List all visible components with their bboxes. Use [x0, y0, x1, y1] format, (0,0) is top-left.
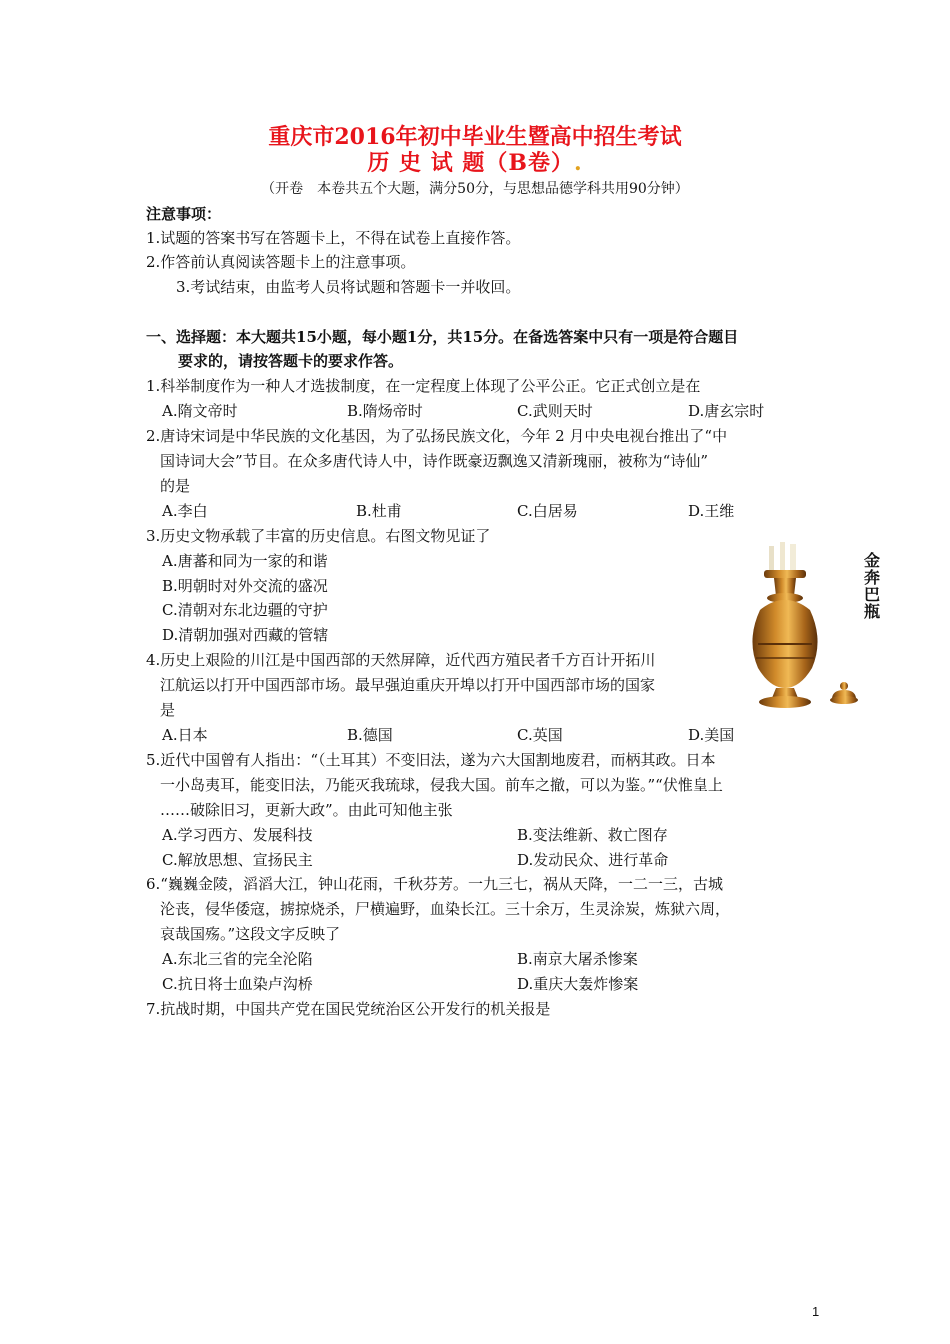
option-d: D.发动民众、进行革命	[517, 851, 669, 869]
exam-title: 重庆市2016年初中毕业生暨高中招生考试	[268, 124, 682, 150]
option-c: C.白居易	[517, 502, 578, 520]
option-c: C.解放思想、宣扬民主	[162, 851, 313, 869]
exam-subtitle	[0, 150, 950, 176]
option-b: B.明朝时对外交流的盛况	[162, 577, 328, 595]
option-b: B.变法维新、救亡图存	[517, 826, 668, 844]
option-d: D.王维	[688, 502, 735, 520]
option-d: D.重庆大轰炸惨案	[517, 975, 639, 993]
section-heading-cont: 要求的，请按答题卡的要求作答。	[178, 352, 404, 370]
question-6-line: 哀哉国殇。”这段文字反映了	[160, 925, 341, 943]
exam-info: （开卷 本卷共五个大题，满分50分，与思想品德学科共用90分钟）	[261, 181, 689, 197]
question-6-line: 沦丧，侵华倭寇，掳掠烧杀，尸横遍野，血染长江。三十余万，生灵涂炭，炼狱六周，	[160, 900, 731, 918]
question-2-line: 的是	[160, 477, 191, 495]
option-c: C.武则天时	[517, 402, 593, 420]
section-heading: 一、选择题：本大题共15小题，每小题1分，共15分。在备选答案中只有一项是符合题目	[146, 328, 739, 346]
option-b: B.隋炀帝时	[347, 402, 423, 420]
question-6: 6.“巍巍金陵，滔滔大江，钟山花雨，千秋芬芳。一九三七，祸从天降，一二一三，古城	[146, 875, 723, 893]
option-d: D.美国	[688, 726, 735, 744]
page-number: 1	[812, 1304, 820, 1319]
notes-heading: 注意事项：	[146, 205, 222, 223]
option-c: C.英国	[517, 726, 563, 744]
question-4-line: 是	[160, 701, 176, 719]
option-c: C.清朝对东北边疆的守护	[162, 601, 328, 619]
note-item: 2.作答前认真阅读答题卡上的注意事项。	[146, 253, 416, 271]
option-a: A.学习西方、发展科技	[162, 826, 313, 844]
question-2: 2.唐诗宋词是中华民族的文化基因，为了弘扬民族文化，今年 2 月中央电视台推出了“中	[146, 427, 728, 445]
question-1: 1.科举制度作为一种人才选拔制度，在一定程度上体现了公平公正。它正式创立是在	[146, 377, 701, 395]
question-2-line: 国诗词大会”节目。在众多唐代诗人中，诗作既豪迈飘逸又清新瑰丽，被称为“诗仙”	[160, 452, 709, 470]
option-a: A.唐蕃和同为一家的和谐	[162, 552, 328, 570]
option-c: C.抗日将士血染卢沟桥	[162, 975, 313, 993]
figure-label: 金 奔 巴 瓶	[863, 551, 880, 621]
question-7: 7.抗战时期，中国共产党在国民党统治区公开发行的机关报是	[146, 1000, 551, 1018]
option-a: A.隋文帝时	[162, 402, 238, 420]
subtitle-text: 历 史 试 题（B卷）	[367, 150, 574, 176]
question-4: 4.历史上艰险的川江是中国西部的天然屏障，近代西方殖民者千方百计开拓川	[146, 651, 656, 669]
option-a: A.日本	[162, 726, 208, 744]
option-b: B.杜甫	[356, 502, 402, 520]
subtitle-dot: .	[573, 150, 583, 176]
question-5: 5.近代中国曾有人指出：“（土耳其）不变旧法，遂为六大国割地废君，而柄其政。日本	[146, 751, 716, 769]
question-5-line: 一小岛夷耳，能变旧法，乃能灭我琉球，侵我大国。前车之撤，可以为鉴。”“伏惟皇上	[160, 776, 723, 794]
option-d: D.清朝加强对西藏的管辖	[162, 626, 329, 644]
note-item: 1.试题的答案书写在答题卡上，不得在试卷上直接作答。	[146, 229, 521, 247]
golden-urn-image	[736, 540, 868, 720]
option-b: B.德国	[347, 726, 393, 744]
option-d: D.唐玄宗时	[688, 402, 765, 420]
question-5-line: ……破除旧习，更新大政”。由此可知他主张	[160, 801, 453, 819]
question-4-line: 江航运以打开中国西部市场。最早强迫重庆开埠以打开中国西部市场的国家	[160, 676, 656, 694]
option-a: A.东北三省的完全沦陷	[162, 950, 313, 968]
question-3: 3.历史文物承载了丰富的历史信息。右图文物见证了	[146, 527, 491, 545]
option-b: B.南京大屠杀惨案	[517, 950, 638, 968]
note-item: 3.考试结束，由监考人员将试题和答题卡一并收回。	[176, 278, 521, 296]
option-a: A.李白	[162, 502, 208, 520]
